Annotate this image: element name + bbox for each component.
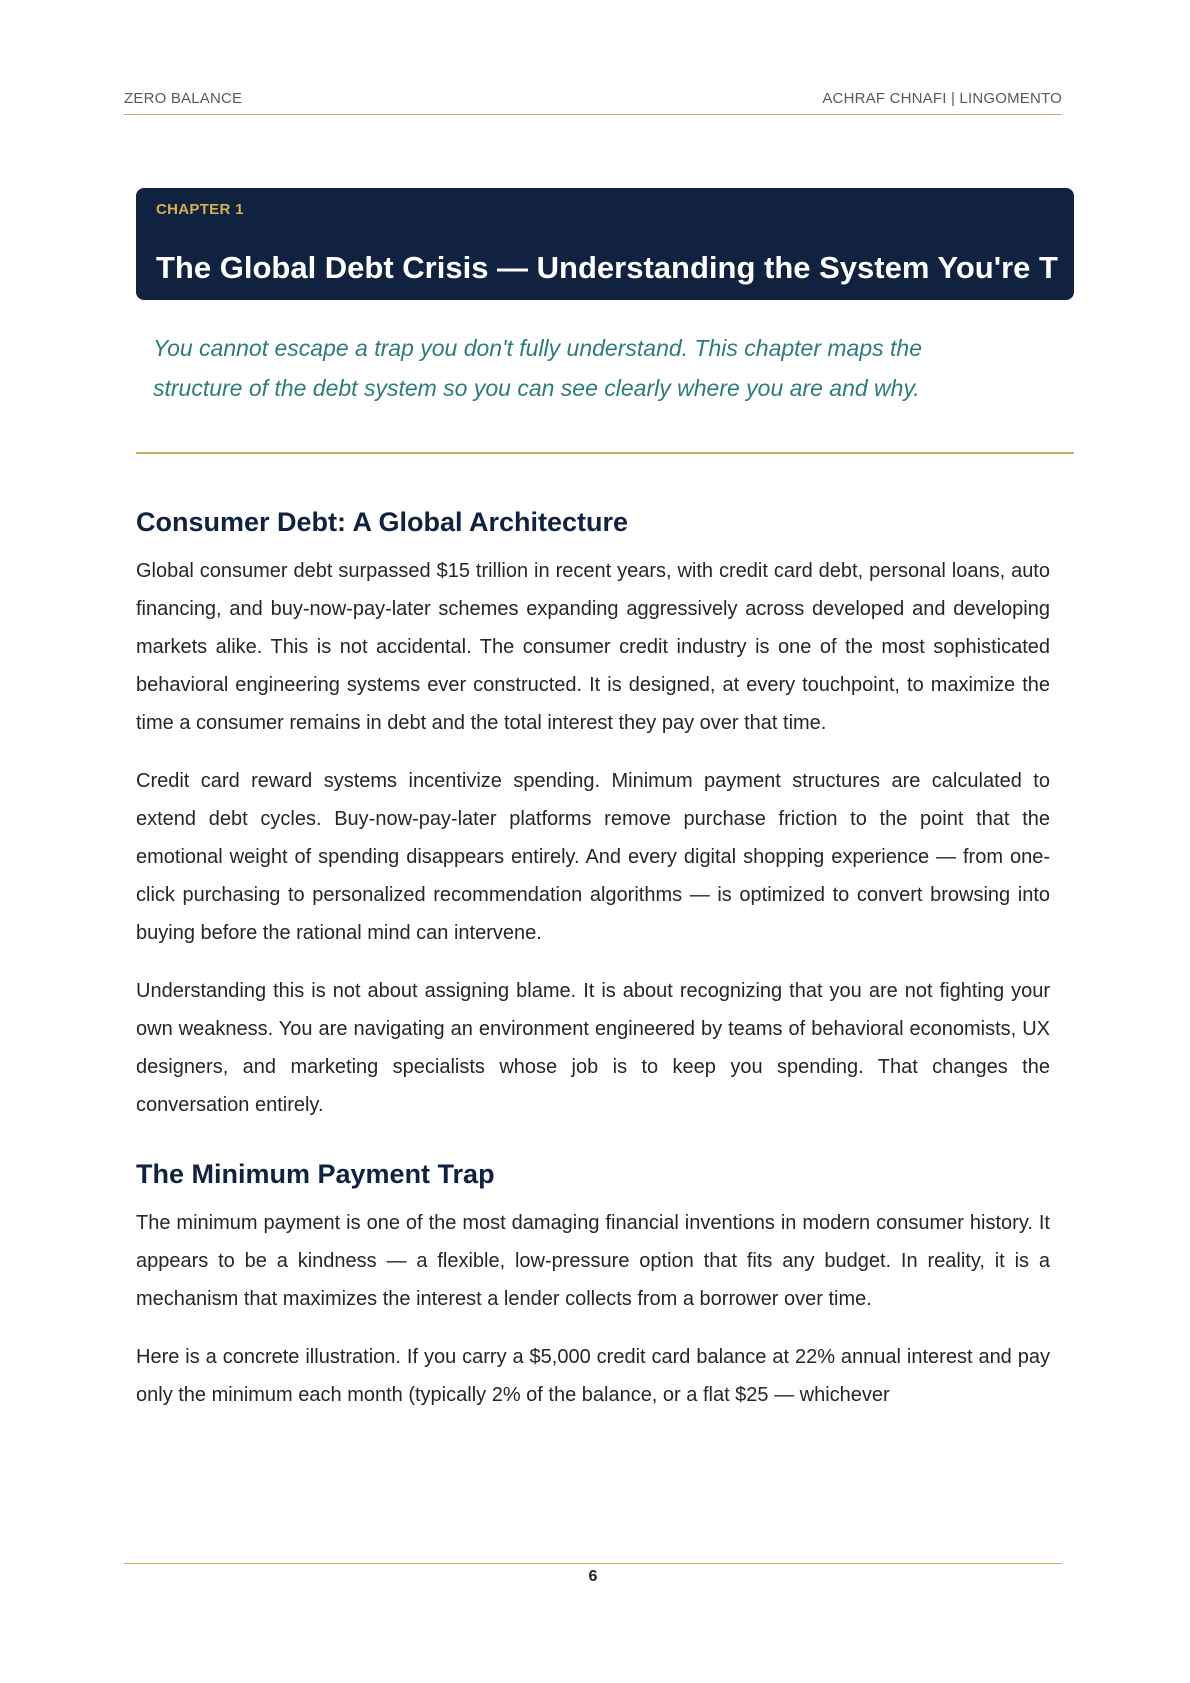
book-title: ZERO BALANCE bbox=[124, 90, 243, 107]
section-divider bbox=[136, 452, 1074, 454]
running-header bbox=[124, 88, 1062, 115]
author-publisher: ACHRAF CHNAFI | LINGOMENTO bbox=[822, 90, 1062, 107]
chapter-banner bbox=[136, 188, 1074, 300]
body-paragraph: Here is a concrete illustration. If you carry a $5,000 credit card balance at 22% annual interest and pay only the minimum each month (typically 2% of the balance, or a flat $25 — whichever bbox=[136, 1346, 1050, 1406]
chapter-title: The Global Debt Crisis — Understanding the System You're T bbox=[156, 250, 1058, 285]
section-heading: Consumer Debt: A Global Architecture bbox=[136, 507, 629, 537]
page-number: 6 bbox=[588, 1568, 598, 1585]
section-heading: The Minimum Payment Trap bbox=[136, 1159, 495, 1189]
body-paragraph: Understanding this is not about assigning blame. It is about recognizing that you are not fighting your own weakness. You are navigating an environment engineered by teams of behavioral economists, UX designers, and marketing specialists whose job is to keep you spending. That changes the conversation entirely. bbox=[136, 980, 1050, 1116]
body-paragraph: Credit card reward systems incentivize spending. Minimum payment structures are calculated to extend debt cycles. Buy-now-pay-later platforms remove purchase friction to the point that the emotional weight of spending disappears entirely. And every digital shopping experience — from one-click purchasing to personalized recommendation algorithms — is optimized to convert browsing into buying before the rational mind can intervene. bbox=[136, 770, 1050, 944]
chapter-label: CHAPTER 1 bbox=[156, 201, 244, 218]
chapter-body bbox=[136, 502, 1050, 1434]
body-paragraph: Global consumer debt surpassed $15 trillion in recent years, with credit card debt, personal loans, auto financing, and buy-now-pay-later schemes expanding aggressively across developed and developing markets alike. This is not accidental. The consumer credit industry is one of the most sophisticated behavioral engineering systems ever constructed. It is designed, at every touchpoint, to maximize the time a consumer remains in debt and the total interest they pay over that time. bbox=[136, 560, 1050, 734]
running-footer bbox=[124, 1563, 1062, 1585]
body-paragraph: The minimum payment is one of the most damaging financial inventions in modern consumer history. It appears to be a kindness — a flexible, low-pressure option that fits any budget. In reality, it is a mechanism that maximizes the interest a lender collects from a borrower over time. bbox=[136, 1212, 1050, 1310]
chapter-intro: You cannot escape a trap you don't fully understand. This chapter maps the structure of the debt system so you can see clearly where you are and why. bbox=[153, 335, 922, 401]
